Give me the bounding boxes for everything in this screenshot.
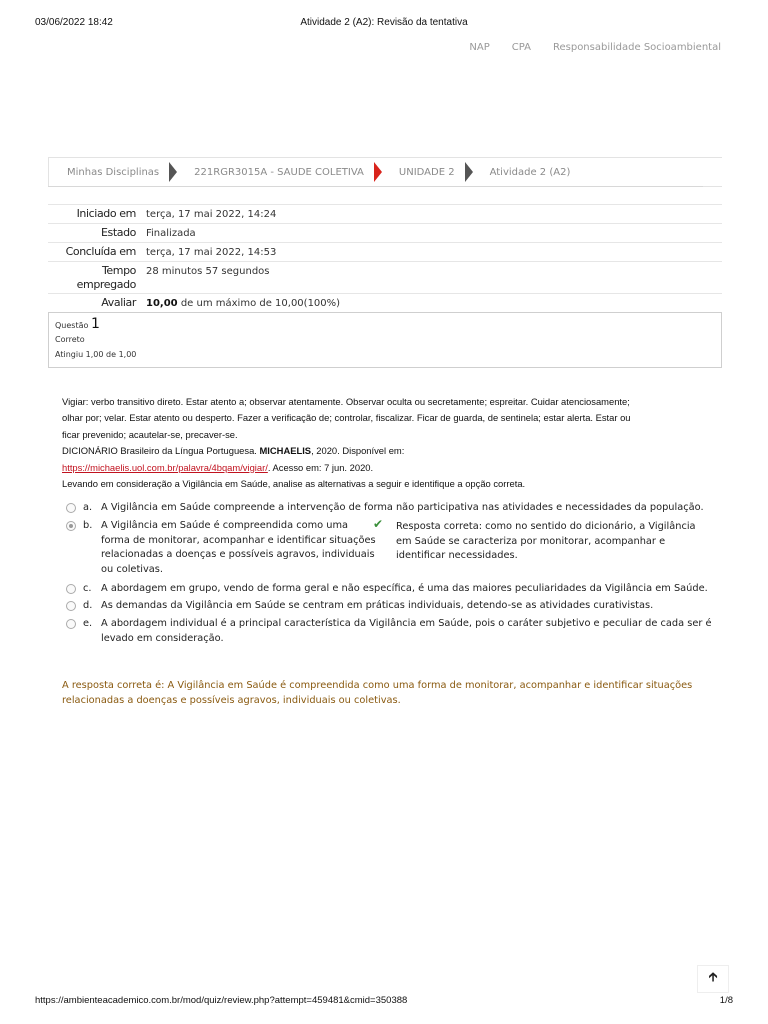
answer-text-line: relacionadas a doenças e possíveis agravos, individuais [101,549,375,560]
completed-value: terça, 17 mai 2022, 14:53 [146,243,722,262]
answer-text: A abordagem em grupo, vendo de forma geral e não específica, é uma das maiores peculiaridades da Vigilância em Saúde. [101,583,708,594]
question-mark: Atingiu 1,00 de 1,00 [55,350,137,359]
answer-text [101,617,712,646]
summary-row-grade [48,294,722,313]
radio-d[interactable] [66,601,76,611]
question-prompt: Levando em consideração a Vigilância em Saúde, analise as alternativas a seguir e identifique a opção correta. [62,478,526,490]
feedback-line: em Saúde se caracteriza por monitorar, acompanhar e [396,535,666,547]
state-label: Estado [48,224,146,243]
nav-link-socioambiental[interactable]: Responsabilidade Socioambiental [552,42,721,53]
question-info-box [48,312,722,368]
answer-letter: d. [83,600,93,611]
question-number [55,316,715,332]
correct-answer-feedback [62,679,702,708]
grade-max: de um máximo de 10,00(100%) [177,298,341,309]
breadcrumb-unit[interactable]: UNIDADE 2 [398,166,455,178]
answer-text: A Vigilância em Saúde compreende a intervenção de forma não participativa nas atividades e necessidades da população. [101,502,704,513]
answer-text-line: A abordagem individual é a principal característica da Vigilância em Saúde, pois o caráter subjetivo e peculiar de cada ser é [101,618,712,629]
question-text-line: ficar prevenido; acautelar-se, precaver-se. [62,428,238,440]
answer-text: As demandas da Vigilância em Saúde se centram em práticas individuais, detendo-se as atividades curativistas. [101,600,654,611]
started-value: terça, 17 mai 2022, 14:24 [146,205,722,224]
grade-value [146,294,722,313]
nav-link-cpa[interactable]: CPA [511,42,531,53]
summary-row-state [48,224,722,243]
answer-text [101,517,384,577]
reference-line [62,443,702,459]
attempt-summary [48,204,722,313]
nav-link-nap[interactable]: NAP [469,42,490,53]
answer-text-line: forma de monitorar, acompanhar e identificar situações [101,534,376,546]
answer-option-a[interactable] [66,501,704,516]
breadcrumb-course[interactable]: 221RGR3015A - SAUDE COLETIVA [194,166,364,178]
radio-b[interactable] [66,521,76,531]
answer-text-line: A Vigilância em Saúde é compreendida como uma [101,520,349,531]
top-navigation [469,42,721,53]
answer-letter: e. [83,618,93,629]
arrow-up-icon: 🡱 [708,969,718,984]
radio-e[interactable] [66,619,76,629]
answer-letter: b. [83,520,93,531]
started-label: Iniciado em [48,205,146,224]
reference-link[interactable]: https://michaelis.uol.com.br/palavra/4bqam/vigiar/ [62,461,268,473]
print-url: https://ambienteacademico.com.br/mod/quiz/review.php?attempt=459481&cmid=350388 [35,995,408,1006]
print-title: Atividade 2 (A2): Revisão da tentativa [300,17,468,28]
correct-answer-line: A resposta correta é: A Vigilância em Saúde é compreendida como uma forma de monitorar, acompanhar e identificar situações [62,680,693,691]
feedback-line: Resposta correta: como no sentido do dicionário, a Vigilância [396,521,696,532]
scroll-to-top-button[interactable] [697,965,729,993]
time-value: 28 minutos 57 segundos [146,262,722,294]
correct-answer-line: relacionadas a doenças e possíveis agravos, individuais ou coletivas. [62,694,401,706]
answer-option-d[interactable] [66,599,653,614]
time-label-line2: empregado [76,278,136,291]
question-state: Correto [55,335,85,344]
question-prefix: Questão [55,321,89,330]
reference-suffix: , 2020. Disponível em: [311,445,405,457]
reference-link-line [62,460,702,476]
answer-option-e[interactable] [66,617,712,646]
grade-score: 10,00 [146,298,178,309]
summary-row-time [48,262,722,294]
print-page-number: 1/8 [719,995,733,1006]
summary-row-started [48,205,722,224]
question-text [62,394,702,492]
breadcrumb-my-courses[interactable]: Minhas Disciplinas [67,166,160,178]
question-text-line: Vigiar: verbo transitivo direto. Estar atento a; observar atentamente. Observar oculta ou secretamente; espreitar. Cuidar atenciosamente; [62,396,630,407]
breadcrumb [48,157,722,187]
answer-option-c[interactable] [66,582,706,597]
reference-bold: MICHAELIS [259,445,312,457]
breadcrumb-separator-icon [169,162,177,182]
reference-prefix: DICIONÁRIO Brasileiro da Língua Portuguesa. [62,445,260,457]
print-date: 03/06/2022 18:42 [35,17,113,28]
answer-feedback [396,520,696,564]
question-text-line: olhar por; velar. Estar atento ou desperto. Fazer a verificação de; controlar, fiscalizar. Ficar de guarda, de sentinela; estar alerta. Estar ou [62,412,631,424]
feedback-line: identificar necessidades. [396,550,518,561]
answer-text-line: ou coletivas. [101,563,164,575]
radio-a[interactable] [66,503,76,513]
summary-row-completed [48,243,722,262]
reference-access: . Acesso em: 7 jun. 2020. [267,461,374,473]
breadcrumb-separator-icon [465,162,473,182]
answer-text-line: levado em consideração. [101,632,224,644]
radio-c[interactable] [66,584,76,594]
time-label [48,262,146,294]
breadcrumb-activity[interactable]: Atividade 2 (A2) [489,166,571,178]
question-number-value: 1 [90,316,100,332]
state-value: Finalizada [146,224,722,243]
breadcrumb-divider [48,186,703,187]
grade-label: Avaliar [48,294,146,313]
checkmark-icon: ✔ [373,517,384,531]
answer-letter: c. [83,583,92,594]
completed-label: Concluída em [48,243,146,262]
breadcrumb-separator-icon [374,162,382,182]
answer-letter: a. [83,502,93,513]
time-label-line1: Tempo [101,264,136,277]
